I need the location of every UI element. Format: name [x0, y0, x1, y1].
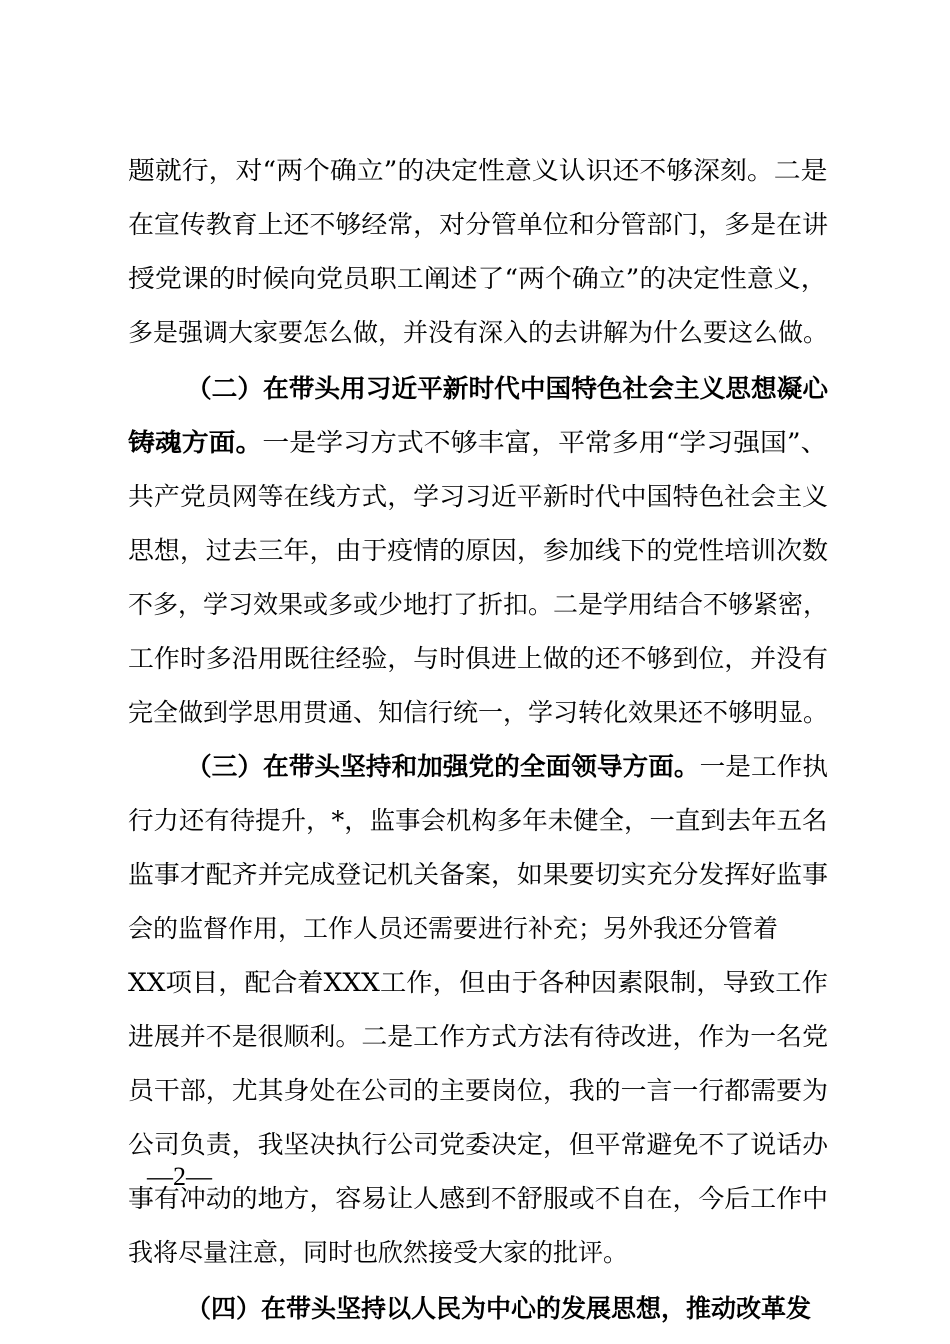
- page-number: —2—: [147, 1162, 212, 1191]
- body-text-segment: 思想，过去三年，由于疫情的原因，参加线下的党性培训次数: [128, 536, 828, 565]
- body-text-segment: 完全做到学思用贯通、知信行统一，学习转化效果还不够明显。: [128, 698, 828, 727]
- heading-text: （四）在带头坚持以人民为中心的发展思想，推动改革发: [186, 1294, 812, 1323]
- text-line: [128, 855, 828, 895]
- text-line: [128, 313, 828, 353]
- heading-text: （二）在带头用习近平新时代中国特色社会主义思想凝心: [186, 374, 828, 403]
- body-text-segment: 多是强调大家要怎么做，并没有深入的去讲解为什么要这么做。: [128, 318, 828, 347]
- body-text-segment: 员干部，尤其身处在公司的主要岗位，我的一言一行都需要为: [128, 1076, 828, 1105]
- body-text-segment: 授党课的时候向党员职工阐述了“两个确立”的决定性意义，: [128, 264, 828, 293]
- text-line: [186, 369, 828, 409]
- text-line: [128, 423, 828, 463]
- body-text-segment: 一是学习方式不够丰富，平常多用“学习强国”、: [262, 428, 828, 457]
- text-line: [128, 639, 828, 679]
- text-line: [186, 747, 828, 787]
- text-line: [128, 1233, 828, 1273]
- body-text-segment: 工作时多沿用既往经验，与时俱进上做的还不够到位，并没有: [128, 644, 828, 673]
- heading-text: （三）在带头坚持和加强党的全面领导方面。: [186, 752, 700, 781]
- body-text-segment: 不多，学习效果或多或少地打了折扣。二是学用结合不够紧密，: [128, 590, 828, 619]
- text-line: [128, 693, 828, 733]
- text-line: [128, 1125, 828, 1165]
- body-text-segment: 共产党员网等在线方式，学习习近平新时代中国特色社会主义: [128, 482, 828, 511]
- body-text-segment: 监事才配齐并完成登记机关备案，如果要切实充分发挥好监事: [128, 860, 828, 889]
- body-text-segment: XX项目，配合着XXX工作，但由于各种因素限制，导致工作: [128, 968, 828, 997]
- text-line: [128, 801, 828, 841]
- body-text-segment: 事有冲动的地方，容易让人感到不舒服或不自在，今后工作中: [128, 1184, 828, 1213]
- heading-text: 铸魂方面。: [128, 428, 263, 457]
- text-line: [128, 909, 828, 949]
- body-text-segment: 题就行，对“两个确立”的决定性意义认识还不够深刻。二是: [128, 156, 828, 185]
- text-line: [128, 151, 828, 191]
- text-line: [128, 585, 828, 625]
- text-line: [128, 205, 828, 245]
- text-line: [128, 963, 828, 1003]
- text-line: [128, 1179, 828, 1219]
- body-text-segment: 进展并不是很顺利。二是工作方式方法有待改进，作为一名党: [128, 1022, 828, 1051]
- text-line: [128, 1071, 828, 1111]
- body-text-segment: 公司负责，我坚决执行公司党委决定，但平常避免不了说话办: [128, 1130, 828, 1159]
- text-line: [128, 531, 828, 571]
- body-text-segment: 我将尽量注意，同时也欣然接受大家的批评。: [128, 1238, 629, 1267]
- text-line: [186, 1289, 828, 1329]
- body-text-segment: 行力还有待提升，*，监事会机构多年未健全，一直到去年五名: [128, 806, 828, 835]
- text-line: [128, 477, 828, 517]
- body-text-segment: 会的监督作用，工作人员还需要进行补充；另外我还分管着: [128, 914, 779, 943]
- text-line: [128, 259, 828, 299]
- body-text-segment: 一是工作执: [699, 752, 828, 781]
- body-text-segment: 在宣传教育上还不够经常，对分管单位和分管部门，多是在讲: [128, 210, 828, 239]
- text-line: [128, 1017, 828, 1057]
